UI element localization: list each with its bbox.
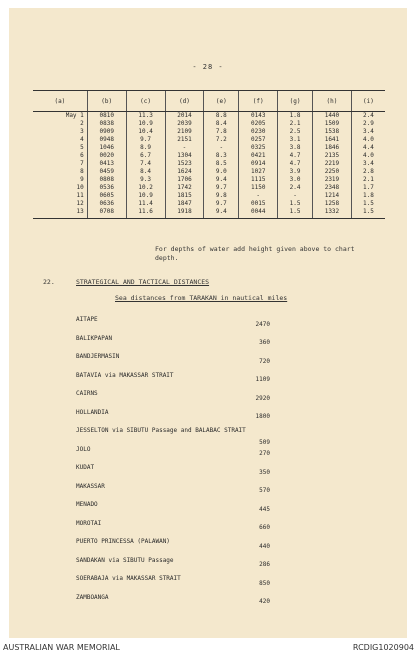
table-cell: 8.3 bbox=[204, 152, 239, 160]
table-cell: 3.4 bbox=[351, 128, 385, 136]
table-row bbox=[33, 144, 385, 152]
table-cell: 8.5 bbox=[204, 160, 239, 168]
table-cell: 0605 bbox=[87, 192, 126, 200]
table-cell: 2.8 bbox=[351, 168, 385, 176]
list-item bbox=[76, 316, 306, 335]
column-header: (e) bbox=[204, 91, 239, 112]
table-row bbox=[33, 208, 385, 219]
table-cell: 1624 bbox=[165, 168, 204, 176]
table-row bbox=[33, 176, 385, 184]
distance-value: 720 bbox=[259, 357, 270, 365]
table-cell: 1.8 bbox=[278, 112, 313, 121]
table-cell: 8.8 bbox=[204, 112, 239, 121]
table-cell: 2250 bbox=[312, 168, 351, 176]
table-cell: 0808 bbox=[87, 176, 126, 184]
table-cell: 10.4 bbox=[126, 128, 165, 136]
table-cell: 0413 bbox=[87, 160, 126, 168]
distance-value: 660 bbox=[259, 524, 270, 531]
table-row bbox=[33, 136, 385, 144]
table-row bbox=[33, 152, 385, 160]
destination-name: BATAVIA via MAKASSAR STRAIT bbox=[76, 371, 174, 379]
table-cell: 3 bbox=[80, 128, 84, 135]
table-cell: 1027 bbox=[239, 168, 278, 176]
table-cell: 0838 bbox=[87, 120, 126, 128]
destination-name: AITAPE bbox=[76, 316, 98, 323]
table-cell: 6 bbox=[80, 152, 84, 159]
table-cell: 10.2 bbox=[126, 184, 165, 192]
distance-value: 270 bbox=[259, 450, 270, 457]
distance-value: 445 bbox=[259, 505, 270, 513]
section-subtitle: Sea distances from TARAKAN in nautical miles bbox=[115, 294, 288, 302]
table-cell: 1.8 bbox=[351, 192, 385, 200]
list-item bbox=[76, 520, 306, 539]
footer-credit: AUSTRALIAN WAR MEMORIAL bbox=[3, 643, 120, 652]
distance-value: 286 bbox=[259, 561, 270, 568]
table-row bbox=[33, 120, 385, 128]
table-cell: 1847 bbox=[165, 200, 204, 208]
table-cell: 0421 bbox=[239, 152, 278, 160]
table-cell: 2348 bbox=[312, 184, 351, 192]
destination-name: ZAMBOANGA bbox=[76, 593, 109, 601]
list-item bbox=[76, 557, 306, 576]
table-cell: 1214 bbox=[312, 192, 351, 200]
table-cell: 4 bbox=[80, 136, 84, 143]
column-header: (f) bbox=[239, 91, 278, 112]
table-cell: 4.4 bbox=[351, 144, 385, 152]
table-cell: 2.4 bbox=[278, 184, 313, 192]
table-cell: - bbox=[278, 192, 313, 200]
table-cell: 3.0 bbox=[278, 176, 313, 184]
list-item bbox=[76, 483, 306, 502]
distance-list bbox=[76, 316, 306, 612]
destination-name: BANDJERMASIN bbox=[76, 353, 120, 360]
table-cell: 2319 bbox=[312, 176, 351, 184]
table-cell: 2.9 bbox=[351, 120, 385, 128]
table-cell: 0230 bbox=[239, 128, 278, 136]
table-cell: 1115 bbox=[239, 176, 278, 184]
table-cell: 10.9 bbox=[126, 192, 165, 200]
table-cell: 0914 bbox=[239, 160, 278, 168]
table-cell: 2.4 bbox=[351, 112, 385, 121]
list-item bbox=[76, 353, 306, 372]
table-row bbox=[33, 192, 385, 200]
table-row bbox=[33, 168, 385, 176]
table-cell: 0143 bbox=[239, 112, 278, 121]
table-cell: 7.8 bbox=[204, 128, 239, 136]
footer-id: RCDIG1020904 bbox=[352, 643, 414, 652]
table-cell: 9.7 bbox=[126, 136, 165, 144]
table-cell: 3.9 bbox=[278, 168, 313, 176]
distance-value: 2470 bbox=[255, 320, 270, 328]
table-cell: 11 bbox=[76, 192, 84, 199]
table-cell: 9 bbox=[80, 176, 84, 183]
list-item bbox=[76, 464, 306, 483]
table-cell: 0810 bbox=[87, 112, 126, 121]
list-item bbox=[76, 390, 306, 409]
depth-note: For depths of water add height given above to chart depth. bbox=[155, 245, 355, 262]
page-number: - 28 - bbox=[192, 63, 224, 71]
table-cell: 11.4 bbox=[126, 200, 165, 208]
column-header: (h) bbox=[312, 91, 351, 112]
table-cell: 1.5 bbox=[351, 208, 385, 219]
table-cell: 5 bbox=[80, 144, 84, 151]
table-cell: - bbox=[165, 144, 204, 152]
table-cell: 8.9 bbox=[126, 144, 165, 152]
table-cell: 3.8 bbox=[278, 144, 313, 152]
table-cell: 12 bbox=[76, 200, 84, 207]
table-cell: 9.7 bbox=[204, 200, 239, 208]
column-header: (b) bbox=[87, 91, 126, 112]
destination-name: SOERABAJA via MAKASSAR STRAIT bbox=[76, 575, 181, 582]
column-header: (i) bbox=[351, 91, 385, 112]
list-item bbox=[76, 409, 306, 428]
table-cell: 1258 bbox=[312, 200, 351, 208]
distance-value: 570 bbox=[259, 487, 270, 494]
table-cell: 2135 bbox=[312, 152, 351, 160]
table-cell: 2014 bbox=[165, 112, 204, 121]
table-cell: 0636 bbox=[87, 200, 126, 208]
table-cell: 8.4 bbox=[126, 168, 165, 176]
table-cell: 1523 bbox=[165, 160, 204, 168]
table-cell: 1.5 bbox=[278, 208, 313, 219]
table-cell: 9.3 bbox=[126, 176, 165, 184]
table-cell: 2219 bbox=[312, 160, 351, 168]
table-cell: 7 bbox=[80, 160, 84, 167]
table-cell: 1332 bbox=[312, 208, 351, 219]
table-cell: 1815 bbox=[165, 192, 204, 200]
destination-name: JOLO bbox=[76, 445, 91, 453]
table-cell: 3.1 bbox=[278, 136, 313, 144]
destination-name: SANDAKAN via SIBUTU Passage bbox=[76, 556, 174, 564]
table-cell: 1509 bbox=[312, 120, 351, 128]
list-item bbox=[76, 372, 306, 391]
table-cell: May 1 bbox=[65, 112, 84, 119]
destination-name: PUERTO PRINCESSA (PALAWAN) bbox=[76, 538, 170, 545]
list-item bbox=[76, 538, 306, 557]
section-title: STRATEGICAL AND TACTICAL DISTANCES bbox=[76, 278, 210, 286]
destination-name: MAKASSAR bbox=[76, 482, 105, 490]
table-cell: 4.0 bbox=[351, 152, 385, 160]
table-cell: 0459 bbox=[87, 168, 126, 176]
table-cell: 9.8 bbox=[204, 192, 239, 200]
column-header: (g) bbox=[278, 91, 313, 112]
list-item bbox=[76, 335, 306, 354]
distance-value: 420 bbox=[259, 598, 270, 605]
table-cell: 0205 bbox=[239, 120, 278, 128]
table-cell: 2.5 bbox=[278, 128, 313, 136]
table-cell: 0044 bbox=[239, 208, 278, 219]
table-cell: 2109 bbox=[165, 128, 204, 136]
table-cell: 1304 bbox=[165, 152, 204, 160]
table-cell: 2039 bbox=[165, 120, 204, 128]
tide-table bbox=[33, 90, 385, 219]
table-cell: 0708 bbox=[87, 208, 126, 219]
table-cell: 13 bbox=[33, 208, 87, 219]
table-cell: 1.5 bbox=[278, 200, 313, 208]
distance-value: 1109 bbox=[255, 376, 270, 383]
tide-table-body bbox=[33, 112, 385, 219]
destination-name: JESSELTON via SIBUTU Passage and BALABAC STRAIT bbox=[76, 427, 246, 434]
distance-value: 440 bbox=[259, 542, 270, 550]
destination-name: MOROTAI bbox=[76, 519, 102, 527]
table-cell: 1.5 bbox=[351, 200, 385, 208]
table-cell: 1.7 bbox=[351, 184, 385, 192]
table-cell: 1440 bbox=[312, 112, 351, 121]
distance-value: 1800 bbox=[255, 413, 270, 420]
table-cell: 9.4 bbox=[204, 208, 239, 219]
table-cell: 1150 bbox=[239, 184, 278, 192]
table-cell: 0257 bbox=[239, 136, 278, 144]
table-cell: 0325 bbox=[239, 144, 278, 152]
document-page bbox=[9, 8, 407, 638]
table-cell: 7.4 bbox=[126, 160, 165, 168]
distance-value: 509 bbox=[259, 438, 270, 446]
list-item bbox=[76, 427, 306, 446]
table-cell: 2.1 bbox=[278, 120, 313, 128]
column-header: (c) bbox=[126, 91, 165, 112]
distance-value: 850 bbox=[259, 579, 270, 587]
table-cell: 4.0 bbox=[351, 136, 385, 144]
table-cell: 6.7 bbox=[126, 152, 165, 160]
table-cell: 10 bbox=[76, 184, 84, 191]
table-cell: 2 bbox=[80, 120, 84, 127]
table-cell: 7.2 bbox=[204, 136, 239, 144]
table-cell: 9.4 bbox=[204, 176, 239, 184]
distance-value: 360 bbox=[259, 339, 270, 346]
table-cell: - bbox=[204, 144, 239, 152]
table-row bbox=[33, 160, 385, 168]
table-cell: 0020 bbox=[87, 152, 126, 160]
table-row bbox=[33, 128, 385, 136]
table-cell: 11.3 bbox=[126, 112, 165, 121]
table-cell: 9.0 bbox=[204, 168, 239, 176]
table-cell: - bbox=[239, 192, 278, 200]
table-cell: 4.7 bbox=[278, 160, 313, 168]
column-header: (a) bbox=[33, 91, 87, 112]
list-item bbox=[76, 501, 306, 520]
table-cell: 0909 bbox=[87, 128, 126, 136]
table-cell: 8.4 bbox=[204, 120, 239, 128]
table-cell: 2151 bbox=[165, 136, 204, 144]
table-cell: 0015 bbox=[239, 200, 278, 208]
list-item bbox=[76, 575, 306, 594]
list-item bbox=[76, 446, 306, 465]
table-cell: 1706 bbox=[165, 176, 204, 184]
table-cell: 10.9 bbox=[126, 120, 165, 128]
list-item bbox=[76, 594, 306, 613]
table-cell: 2.1 bbox=[351, 176, 385, 184]
destination-name: CAIRNS bbox=[76, 390, 98, 397]
table-cell: 0948 bbox=[87, 136, 126, 144]
distance-value: 2920 bbox=[255, 394, 270, 402]
destination-name: MENADO bbox=[76, 501, 98, 508]
table-cell: 1846 bbox=[312, 144, 351, 152]
table-row bbox=[33, 184, 385, 192]
table-cell: 1918 bbox=[165, 208, 204, 219]
table-row bbox=[33, 200, 385, 208]
table-cell: 11.6 bbox=[126, 208, 165, 219]
table-cell: 9.7 bbox=[204, 184, 239, 192]
table-cell: 3.4 bbox=[351, 160, 385, 168]
table-cell: 1641 bbox=[312, 136, 351, 144]
column-header: (d) bbox=[165, 91, 204, 112]
table-cell: 1538 bbox=[312, 128, 351, 136]
section-number: 22. bbox=[43, 278, 55, 286]
distance-value: 350 bbox=[259, 468, 270, 476]
table-cell: 0536 bbox=[87, 184, 126, 192]
destination-name: BALIKPAPAN bbox=[76, 334, 113, 342]
destination-name: KUDAT bbox=[76, 464, 95, 471]
tide-table-header bbox=[33, 91, 385, 112]
destination-name: HOLLANDIA bbox=[76, 408, 109, 416]
table-cell: 1742 bbox=[165, 184, 204, 192]
table-row bbox=[33, 112, 385, 121]
table-cell: 4.7 bbox=[278, 152, 313, 160]
table-cell: 8 bbox=[80, 168, 84, 175]
table-cell: 1046 bbox=[87, 144, 126, 152]
